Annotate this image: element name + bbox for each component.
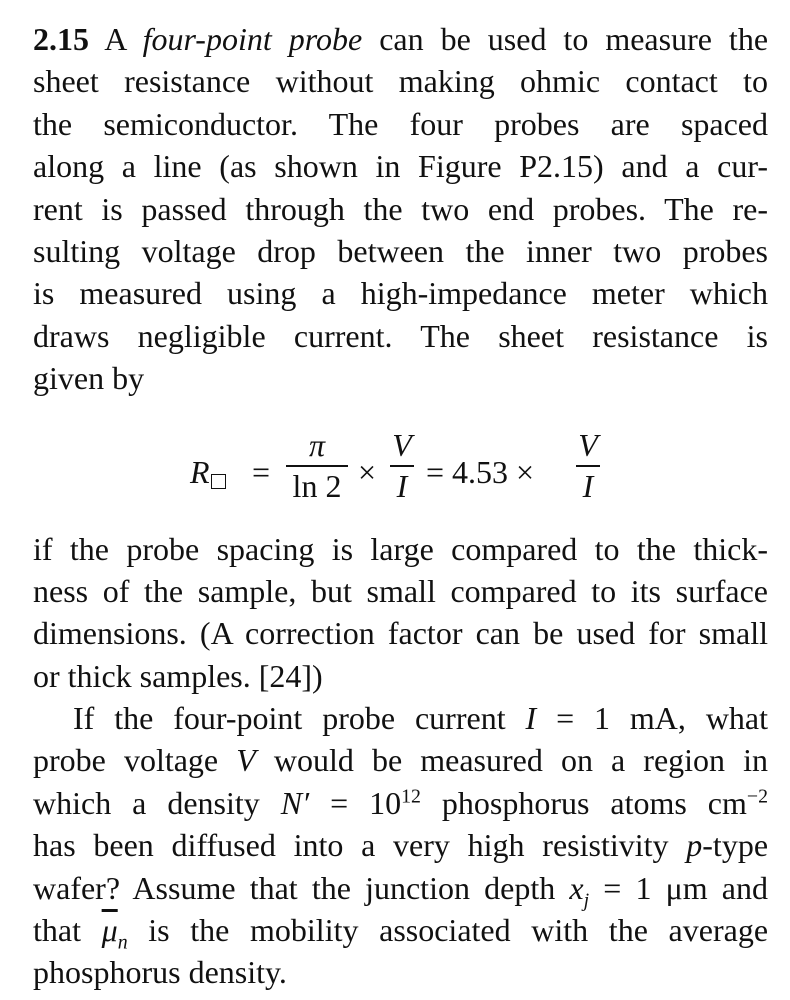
problem-line-2: sheet resistance without making ohmic contact to: [33, 63, 768, 100]
question-line-4: has been diffused into a very high resistivity p-type: [33, 827, 769, 864]
problem-line-9: given by: [33, 360, 145, 397]
fraction-pi-over-ln2: π ln 2: [286, 428, 348, 503]
problem-line-6: sulting voltage drop between the inner two probes: [33, 232, 768, 269]
condition-line-1: if the probe spacing is large compared to the thick-: [33, 530, 768, 567]
equation-lhs: R: [190, 454, 226, 491]
condition-line-3: dimensions. (A correction factor can be used for small: [33, 615, 768, 652]
problem-line-1: 2.15 A four-point probe can be used to measure the: [33, 21, 769, 57]
problem-number: 2.15: [33, 21, 89, 57]
fraction-v-over-i-2: V I: [576, 428, 600, 503]
equation-equals-1: =: [252, 454, 271, 490]
problem-line-8: draws negligible current. The sheet resistance is: [33, 317, 768, 354]
problem-line-7: is measured using a high-impedance meter which: [33, 275, 768, 312]
question-line-5: wafer? Assume that the junction depth $x_j = 1$ μm and: [33, 869, 768, 912]
question-line-2: probe voltage V would be measured on a region in: [33, 742, 769, 779]
condition-line-4: or thick samples. [24]): [33, 657, 323, 694]
fraction-v-over-i-1: V I: [390, 428, 414, 503]
sheet-resistance-equation: [190, 428, 620, 518]
problem-line-5: rent is passed through the two end probes. The re-: [33, 190, 768, 227]
question-line-6: that $\overline{\mu}_n$ is the mobility associated with the average: [33, 912, 769, 954]
square-symbol-icon: [211, 474, 226, 489]
equation-times-1: ×: [358, 454, 377, 490]
question-line-1: If the four-point probe current I = 1 mA, what: [73, 700, 769, 737]
problem-line-4: along a line (as shown in Figure P2.15) and a cur-: [33, 148, 768, 185]
problem-line-3: the semiconductor. The four probes are spaced: [33, 105, 768, 142]
question-line-7: phosphorus density.: [33, 954, 287, 991]
condition-line-2: ness of the sample, but small compared to its surface: [33, 572, 768, 609]
equation-rhs-constant: = 4.53 ×: [426, 454, 535, 490]
question-line-3: which a density $N' = 10^{12}$ phosphorus atoms $cm^{-2}$: [33, 784, 769, 821]
